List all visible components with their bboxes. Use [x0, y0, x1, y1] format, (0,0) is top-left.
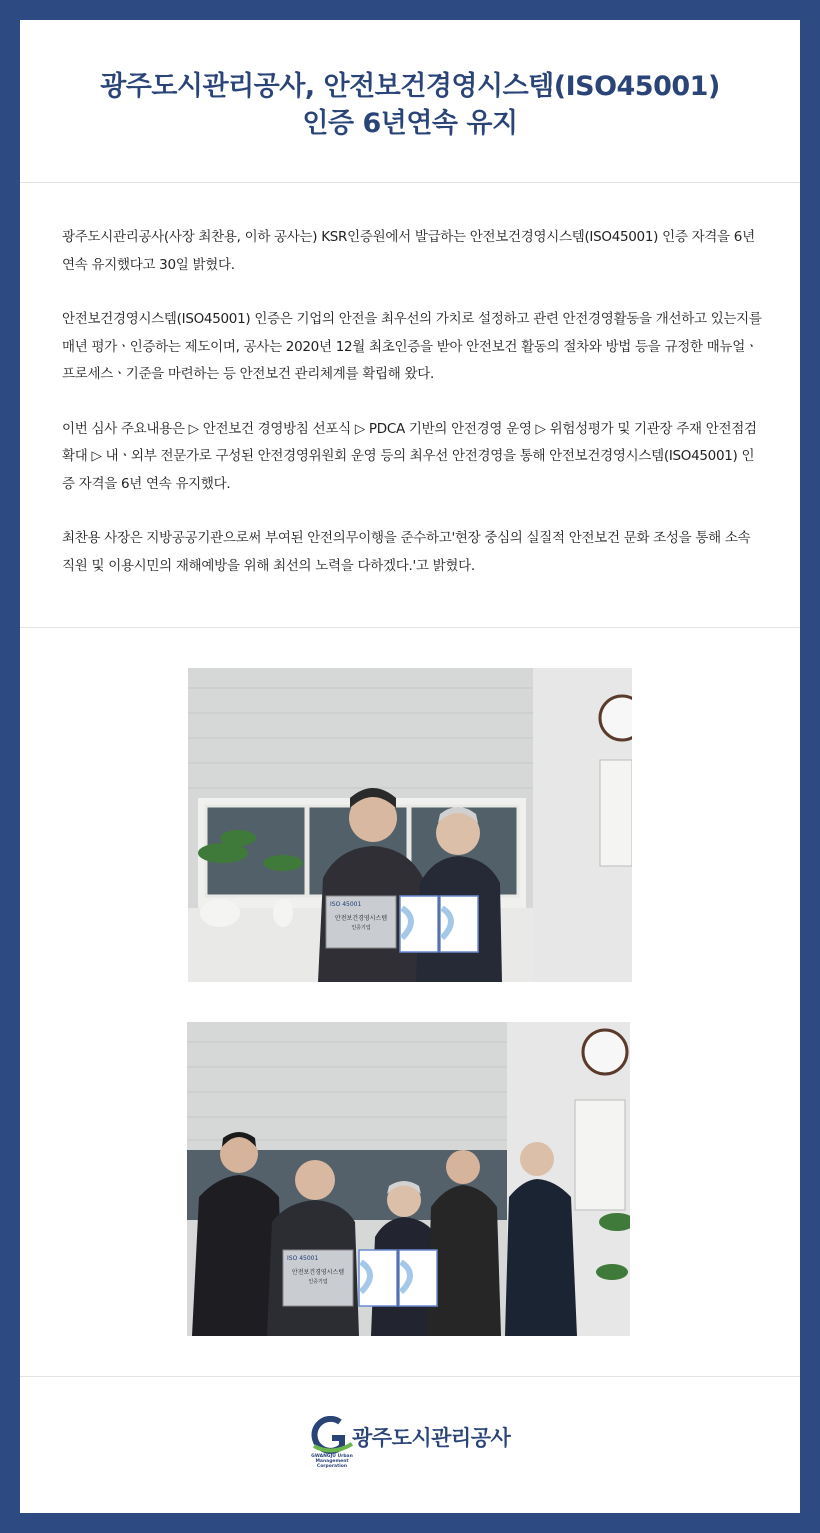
title-line-1: 광주도시관리공사, 안전보건경영시스템(ISO45001)	[100, 71, 720, 102]
plaque-sub-text: 인증기업	[308, 1279, 328, 1285]
plaque-iso-text: ISO 45001	[287, 1255, 319, 1262]
footer-logo	[304, 1416, 524, 1469]
article-body	[62, 224, 762, 607]
photo-group-five-people	[187, 1022, 630, 1336]
photo-certificate-two-people	[188, 668, 632, 982]
divider-top	[20, 182, 800, 183]
plaque-title-text: 안전보건경영시스템	[291, 1269, 345, 1276]
paragraph: 광주도시관리공사(사장 최찬용, 이하 공사는) KSR인증원에서 발급하는 안전보건경영시스템(ISO45001) 인증 자격을 6년 연속 유지했다고 30일 밝혔다.	[62, 229, 755, 273]
plaque-sub-text: 인증기업	[351, 925, 371, 931]
divider-bottom	[20, 1376, 800, 1377]
paragraph: 안전보건경영시스템(ISO45001) 인증은 기업의 안전을 최우선의 가치로 설정하고 관련 안전경영활동을 개선하고 있는지를 매년 평가ㆍ인증하는 제도이며, 공사는 2020년 12월 최초인증을 받아 안전보건 활동의 절차와 방법 등을 규정한 매뉴얼ㆍ프로세스ㆍ기준을 마련하는 등 안전보건 관리체계를 확립해 왔다.	[62, 311, 762, 382]
paragraph: 이번 심사 주요내용은 ▷ 안전보건 경영방침 선포식 ▷ PDCA 기반의 안전경영 운영 ▷ 위험성평가 및 기관장 주재 안전점검 확대 ▷ 내ㆍ외부 전문가로 구성된 안전경영위원회 운영 등의 최우선 안전경영을 통해 안전보건경영시스템(ISO45001) 인증 자격을 6년 연속 유지했다.	[62, 420, 757, 492]
article-card	[20, 20, 800, 1513]
divider-middle	[20, 627, 800, 628]
paragraph: 최찬용 사장은 지방공공기관으로써 부여된 안전의무이행을 준수하고'현장 중심의 실질적 안전보건 문화 조성을 통해 소속직원 및 이용시민의 재해예방을 위해 최선의 노력을 다하겠다.'고 밝혔다.	[62, 530, 751, 574]
page-title	[20, 68, 800, 142]
title-line-2: 인증 6년연속 유지	[302, 108, 518, 139]
footer-logo-subtext: GWANGJU Urban Management Corporation	[311, 1454, 353, 1469]
plaque-title-text: 안전보건경영시스템	[334, 915, 388, 922]
gwangju-logo-icon	[306, 1416, 358, 1456]
plaque-iso-text: ISO 45001	[330, 901, 362, 908]
footer-logo-text: 광주도시관리공사	[352, 1426, 511, 1450]
